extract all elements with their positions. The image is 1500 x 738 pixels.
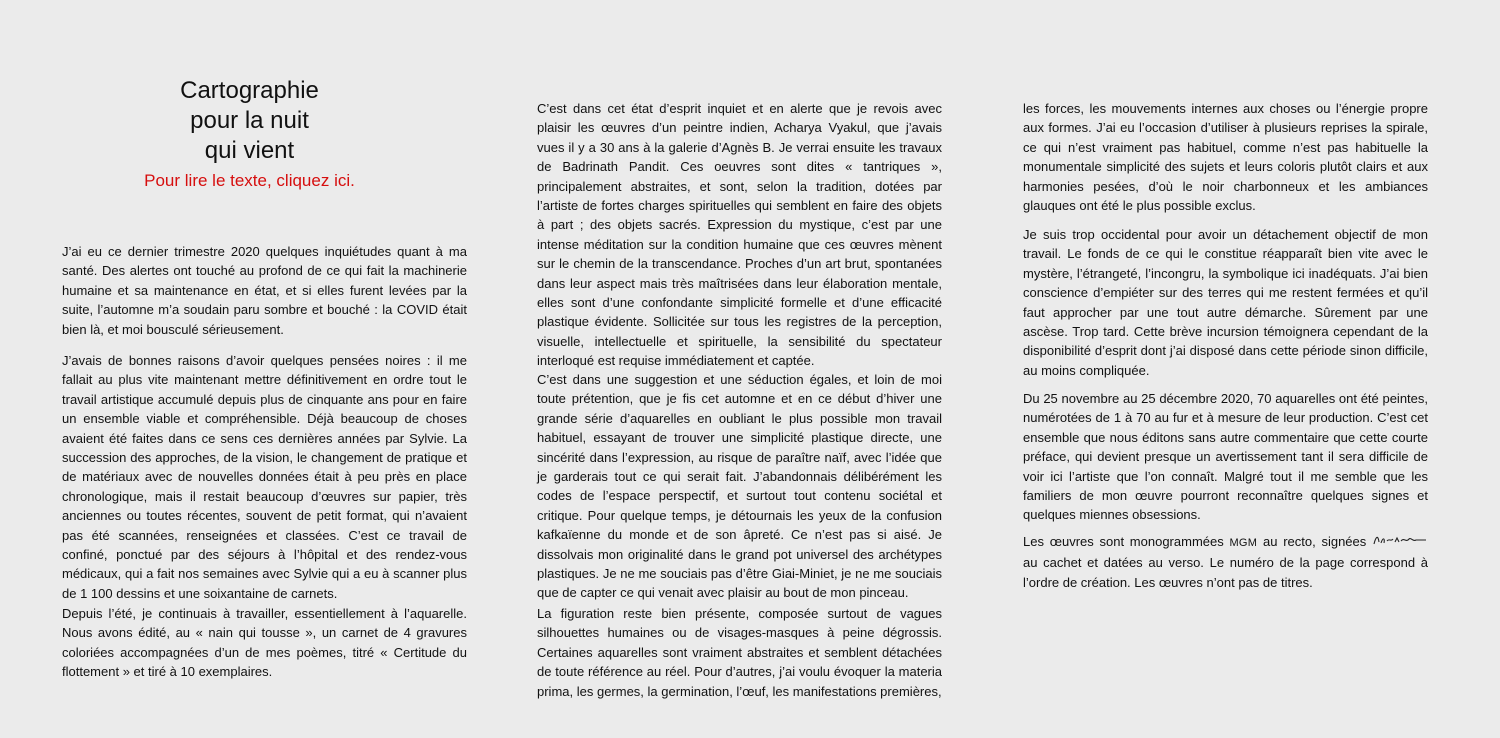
- paragraph: Depuis l’été, je continuais à travailler, essentiellement à l’aquarelle. Nous avons édité, au « nain qui tousse », un carnet de 4 gravures coloriées accompagnées d’un de mes poèmes, titré « Certitude du flottement » et tiré à 10 exemplaires.: [62, 606, 467, 680]
- paragraph: Du 25 novembre au 25 décembre 2020, 70 aquarelles ont été peintes, numérotées de 1 à 70 au fur et à mesure de leur production. C’est cet ensemble que nous éditons sans autre commentaire que cette courte préface, qui devient presque un avertissement tant il sera difficile de voir ici l’artiste que l’on connaît. Malgré tout il me semble que les familiers de mon œuvre pourront reconnaître quelques signes et quelques miennes obsessions.: [1023, 391, 1428, 523]
- paragraph: J’ai eu ce dernier trimestre 2020 quelques inquiétudes quant à ma santé. Des alertes ont touché au profond de ce qui fait la machinerie humaine et sa maintenance en état, et si elles furent levées par la suite, l’automne m’a soudain paru sombre et bouché : la COVID était bien là, et moi bousculé sérieusement.: [62, 244, 467, 337]
- paragraph-text: au recto, signées: [1257, 534, 1372, 549]
- paragraph: C’est dans cet état d’esprit inquiet et en alerte que je revois avec plaisir les œuvres d’un peintre indien, Acharya Vyakul, que j’avais vues il y a 30 ans à la galerie d’Agnès B. Je verrai ensuite les travaux de Badrinath Pandit. Ces oeuvres sont dites « tantriques », principalement abstraites, et sont, selon la tradition, dotées par l’artiste de fortes charges spirituelles qui semblent en faire des objets à part ; des objets sacrés. Expression du mystique, c’est par une intense méditation sur la condition humaine que ces œuvres mènent sur le chemin de la transcendance. Proches d’un art brut, spontanées dans leur aspect mais très maîtrisées dans leur élaboration mentale, elles sont d’une confondante simplicité formelle et d’une efficacité plastique évidente. Sollicitée sur tous les registres de la perception, visuelle, intellectuelle et spirituelle, la sensibilité du spectateur interloqué est requise immédiatement et captée.: [537, 101, 942, 369]
- read-text-link[interactable]: Pour lire le texte, cliquez ici.: [144, 171, 355, 190]
- paragraph: les forces, les mouvements internes aux choses ou l’énergie propre aux formes. J’ai eu l’occasion d’utiliser à plusieurs reprises la spirale, ce qui n’est vraiment pas habituel, comme n’est pas habituelle la monumentale simplicité des sujets et leurs coloris plutôt clairs et aux harmonies pesées, d’où le noir charbonneux et les ambiances glauques ont été le plus possible exclus.: [1023, 101, 1428, 214]
- paragraph-text: Les œuvres sont monogrammées: [1023, 534, 1230, 549]
- paragraph: J’avais de bonnes raisons d’avoir quelques pensées noires : il me fallait au plus vite maintenant mettre définitivement en ordre tout le travail artistique accumulé depuis plus de cinquante ans pour en faire un ensemble viable et compréhensible. Déjà beaucoup de choses avaient été faites dans ce sens ces dernières années par Sylvie. La succession des approches, de la vision, le changement de pratique et de matériaux avec de nouvelles données était à peu près en place chronologique, mais il restait beaucoup d’œuvres sur papier, très anciennes ou toutes récentes, souvent de petit format, qui n’avaient pas été scannées, renseignées et classées. C’est ce travail de confiné, ponctué par des séjours à l’hôpital et des rendez-vous médicaux, qui a fait nos semaines avec Sylvie qui a eu à scanner plus de 1 100 dessins et une soixantaine de carnets.: [62, 353, 467, 601]
- paragraph-signature: [1023, 532, 1428, 592]
- paragraph: Je suis trop occidental pour avoir un détachement objectif de mon travail. Le fonds de ce qui le constitue réapparaît bien vite avec le mystère, l’étrangeté, l’incongru, la symbolique ici inadéquats. J’ai bien conscience d’empiéter sur des terres qui me restent fermées et qu’il faut approcher par une tout autre démarche. Sûrement par une ascèse. Trop tard. Cette brève incursion témoignera cependant de la disponibilité d’esprit dont j’ai disposé dans cette période sinon difficile, au moins compliquée.: [1023, 227, 1428, 378]
- page-title-line-1: Cartographie: [180, 77, 319, 104]
- monogram-text: MGM: [1229, 537, 1258, 549]
- page-title-line-2: pour la nuit: [190, 107, 309, 134]
- page-title-line-3: qui vient: [204, 137, 295, 164]
- signature-icon: [1372, 533, 1428, 552]
- paragraph: La figuration reste bien présente, composée surtout de vagues silhouettes humaines ou de visages-masques à peine dégrossis. Certaines aquarelles sont vraiment abstraites et semblent détachées de toute référence au réel. Pour d’autres, j’ai voulu évoquer la materia prima, les germes, la germination, l’œuf, les manifestations premières,: [537, 606, 942, 699]
- paragraph-text: au cachet et datées au verso. Le numéro de la page correspond à l’ordre de création. Les œuvres n’ont pas de titres.: [1023, 555, 1428, 590]
- paragraph: C’est dans une suggestion et une séduction égales, et loin de moi toute prétention, que je fis cet automne et en ce début d’hiver une grande série d’aquarelles en oubliant le plus possible mon travail habituel, essayant de trouver une simplicité plastique directe, une sincérité dans l’expression, au risque de paraître naïf, avec l’idée que je garderais tout ce qui serait fait. J’abandonnais délibérément les codes de l’espace perspectif, et surtout tout contenu sociétal et critique. Pour quelque temps, je détournais les yeux de la confusion kafkaïenne du monde et de son âpreté. Ce n’est pas si aisé. Je dissolvais mon originalité dans le grand pot universel des archétypes plastiques. Je ne me souciais pas d’être Giai-Miniet, je ne me souciais que de capter ce qui venait avec plaisir au bout de mon pinceau.: [537, 372, 942, 601]
- title-block: [62, 76, 437, 192]
